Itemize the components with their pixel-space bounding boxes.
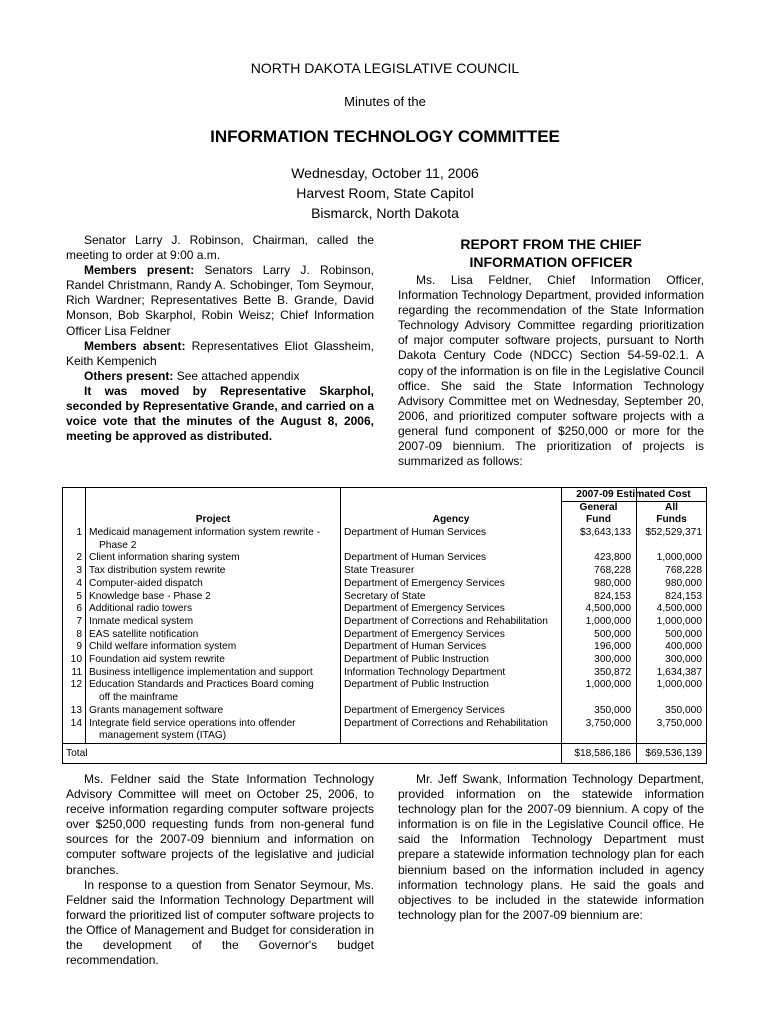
agency-name: Department of Human Services — [344, 527, 487, 538]
agency-name: Department of Public Instruction — [344, 654, 489, 665]
total-label: Total — [66, 748, 88, 759]
column-header-all-1: All — [664, 502, 679, 513]
committee-title: INFORMATION TECHNOLOGY COMMITTEE — [210, 127, 560, 146]
others-present-label: Others present: — [84, 368, 174, 383]
total-general-fund: $18,586,186 — [574, 748, 631, 759]
meeting-info — [0, 163, 770, 223]
agency-name: Department of Emergency Services — [344, 628, 505, 640]
project-name: Medicaid management information system rewrite - — [89, 527, 321, 538]
row-number: 9 — [76, 641, 82, 653]
all-funds-value: 1,634,387 — [656, 666, 702, 678]
row-number: 4 — [76, 577, 82, 589]
all-funds-value: 1,000,000 — [656, 615, 702, 627]
project-name: Inmate medical system — [89, 615, 194, 627]
row-number: 3 — [76, 565, 82, 577]
agency-name: Department of Emergency Services — [344, 603, 505, 615]
motion-text: It was moved by Representative Skarphol, seconded by Representative Grande, and carried on a voice vote that the minutes of the August 8, 2006, meeting be approved as distributed. — [66, 383, 374, 444]
row-number: 12 — [70, 679, 82, 691]
agency-name: Department of Public Instruction — [344, 679, 489, 691]
agency-name: State Treasurer — [344, 565, 415, 577]
column-header-project: Project — [195, 514, 231, 525]
project-name-continued: off the mainframe — [99, 692, 179, 704]
right-column-intro — [398, 235, 704, 469]
cost-header: 2007-09 Estimated Cost — [576, 489, 691, 500]
general-fund-value: 196,000 — [594, 641, 631, 653]
all-funds-value: 400,000 — [665, 641, 702, 653]
others-present-text: See attached appendix — [176, 368, 300, 383]
row-number: 2 — [76, 552, 82, 564]
project-name: Client information sharing system — [89, 552, 240, 564]
section-title-line-1: REPORT FROM THE CHIEF — [460, 236, 642, 252]
agency-name: Secretary of State — [344, 590, 426, 602]
minutes-of-label: Minutes of the — [344, 94, 426, 109]
project-name: Grants management software — [89, 704, 224, 716]
agency-name: Department of Emergency Services — [344, 577, 505, 589]
project-name: Tax distribution system rewrite — [89, 565, 226, 577]
general-fund-value: 980,000 — [594, 577, 631, 589]
others-present — [66, 369, 374, 384]
general-fund-value: 824,153 — [594, 590, 631, 602]
general-fund-value: 3,750,000 — [585, 717, 631, 729]
all-funds-value: 980,000 — [665, 577, 702, 589]
general-fund-value: 500,000 — [594, 628, 631, 640]
agency-name: Information Technology Department — [344, 666, 506, 678]
members-present-list: Senators Larry J. Robinson, Randel Christmann, Randy A. Schobinger, Tom Seymour, Rich Wardner; Representatives Bette B. Grande, David Monson, Bob Skarphol, Robin Weisz; Chief Information Officer Lisa Feldner — [66, 263, 374, 338]
all-funds-value: 1,000,000 — [656, 679, 702, 691]
row-number: 5 — [76, 590, 82, 602]
all-funds-value: 500,000 — [665, 628, 702, 640]
cio-report-paragraph: Ms. Lisa Feldner, Chief Information Officer, Information Technology Department, provided information regarding the recommendation of the State Information Technology Advisory Committee regarding prioritization of major computer software projects, pursuant to North Dakota Century Code (NDCC) Section 54-59-02.1. A copy of the information is on file in the Legislative Council office. She said the State Information Technology Advisory Committee met on Wednesday, September 20, 2006, and prioritized computer software projects with a general fund component of $250,000 or more for the 2007-09 biennium. The prioritization of projects is summarized as follows: — [398, 273, 704, 469]
row-number: 10 — [70, 654, 82, 665]
general-fund-value: $3,643,133 — [580, 527, 631, 538]
left-column-intro — [66, 233, 374, 444]
meeting-room: Harvest Room, State Capitol — [296, 185, 474, 201]
project-name: Additional radio towers — [89, 603, 193, 615]
swank-plan-paragraph: Mr. Jeff Swank, Information Technology Department, provided information on the statewide information technology plan for the 2007-09 biennium. A copy of the information is on file in the Legislative Council office. He said the Information Technology Department must prepare a statewide information technology plan for each biennium based on the information included in agency information technology plans. He said the goals and objectives to be included in the statewide information technology plan for the 2007-09 biennium are: — [398, 772, 704, 922]
agency-name: Department of Corrections and Rehabilitation — [344, 615, 548, 627]
all-funds-value: 4,500,000 — [656, 603, 702, 615]
column-header-general-2: Fund — [586, 514, 611, 525]
right-column-bottom — [398, 772, 704, 923]
all-funds-value: 768,228 — [665, 565, 702, 577]
project-name: Child welfare information system — [89, 641, 237, 653]
agency-name: Department of Corrections and Rehabilitation — [344, 717, 548, 729]
column-header-general-1: General — [579, 502, 618, 513]
project-name-continued: Phase 2 — [99, 539, 137, 551]
general-fund-value: 768,228 — [594, 565, 631, 577]
total-all-funds: $69,536,139 — [645, 748, 702, 759]
members-present — [66, 263, 374, 338]
project-name-continued: management system (ITAG) — [99, 730, 227, 742]
general-fund-value: 423,800 — [594, 552, 631, 564]
members-absent — [66, 339, 374, 369]
row-number: 13 — [70, 704, 82, 716]
project-name: Foundation aid system rewrite — [89, 654, 225, 665]
all-funds-value: 824,153 — [665, 590, 702, 602]
project-name: Integrate field service operations into offender — [89, 717, 296, 729]
project-name: Computer-aided dispatch — [89, 577, 203, 589]
table-total-rule — [63, 743, 706, 744]
row-number: 8 — [76, 628, 82, 640]
all-funds-value: 3,750,000 — [656, 717, 702, 729]
project-name: Knowledge base - Phase 2 — [89, 590, 211, 602]
row-number: 6 — [76, 603, 82, 615]
feldner-followup-paragraph: Ms. Feldner said the State Information Technology Advisory Committee will meet on October 25, 2006, to receive information regarding computer software projects over $250,000 requesting funds from non-general fund sources for the 2007-09 biennium and information on computer software projects of the legislative and judicial branches. — [66, 772, 374, 877]
row-number: 11 — [71, 666, 82, 678]
members-absent-list: Representatives Eliot Glassheim, Keith Kempenich — [66, 338, 374, 368]
agency-name: Department of Human Services — [344, 641, 487, 653]
members-absent-label: Members absent: — [84, 338, 186, 353]
general-fund-value: 1,000,000 — [585, 679, 631, 691]
agency-name: Department of Emergency Services — [344, 704, 505, 716]
agency-name: Department of Human Services — [344, 552, 487, 564]
general-fund-value: 4,500,000 — [585, 603, 631, 615]
meeting-city: Bismarck, North Dakota — [311, 205, 459, 221]
all-funds-value: 350,000 — [665, 704, 702, 716]
left-column-bottom — [66, 772, 374, 968]
project-name: Business intelligence implementation and support — [89, 666, 313, 678]
general-fund-value: 350,872 — [594, 666, 631, 678]
row-number: 14 — [70, 717, 82, 729]
seymour-question-paragraph: In response to a question from Senator Seymour, Ms. Feldner said the Information Technology Department will forward the prioritized list of computer software projects to the Office of Management and Budget for consideration in the development of the Governor's budget recommendation. — [66, 877, 374, 968]
project-name: EAS satellite notification — [89, 628, 199, 640]
section-title-line-2: INFORMATION OFFICER — [469, 254, 633, 270]
column-header-agency: Agency — [432, 514, 470, 525]
all-funds-value: 300,000 — [665, 654, 702, 665]
general-fund-value: 350,000 — [594, 704, 631, 716]
project-name: Education Standards and Practices Board coming — [89, 679, 314, 691]
call-to-order: Senator Larry J. Robinson, Chairman, called the meeting to order at 9:00 a.m. — [66, 233, 374, 263]
org-name: NORTH DAKOTA LEGISLATIVE COUNCIL — [250, 60, 520, 76]
all-funds-value: 1,000,000 — [656, 552, 702, 564]
members-present-label: Members present: — [84, 263, 195, 278]
general-fund-value: 1,000,000 — [585, 615, 631, 627]
row-number: 7 — [76, 615, 82, 627]
all-funds-value: $52,529,371 — [645, 527, 702, 538]
row-number: 1 — [76, 527, 82, 538]
column-header-all-2: Funds — [656, 514, 687, 525]
general-fund-value: 300,000 — [594, 654, 631, 665]
section-title — [398, 235, 704, 271]
project-priority-table — [62, 487, 707, 764]
meeting-date: Wednesday, October 11, 2006 — [291, 165, 479, 181]
